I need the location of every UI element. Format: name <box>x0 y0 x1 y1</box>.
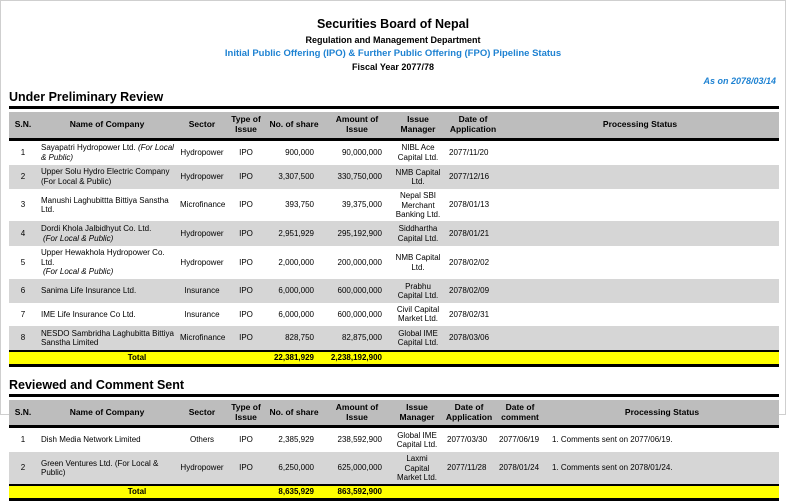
total-filler <box>391 351 779 365</box>
section-reviewed-and-comment-sent <box>9 378 777 501</box>
column-header: Name of Company <box>37 400 177 427</box>
sector: Insurance <box>184 309 220 319</box>
sector: Microfinance <box>180 200 226 210</box>
column-header: S.N. <box>9 112 37 139</box>
no-of-share: 393,750 <box>285 200 314 210</box>
amount-of-issue: 600,000,000 <box>323 279 391 302</box>
type-of-issue: IPO <box>227 452 265 486</box>
amount-of-issue: 600,000,000 <box>337 309 382 319</box>
column-header: Issue Manager <box>391 400 443 427</box>
column-header: Date of Application <box>445 112 501 139</box>
company-name: Dish Media Network Limited <box>41 435 141 445</box>
issue-manager: Civil Capital Market Ltd. <box>396 305 440 324</box>
serial-number: 1 <box>20 435 26 445</box>
type-of-issue: IPO <box>239 257 253 267</box>
company-name: Sanima Life Insurance Ltd. <box>37 279 177 302</box>
total-label: Total <box>9 351 265 365</box>
department-subtitle: Regulation and Management Department <box>305 34 481 45</box>
date-of-application: 2078/02/02 <box>449 257 490 267</box>
type-of-issue: IPO <box>239 435 253 445</box>
company-name: NESDO Sambridha Laghubitta Bittiya Sanstha Limited <box>37 326 177 351</box>
fiscal-year: Fiscal Year 2077/78 <box>352 61 434 72</box>
amount-of-issue: 39,375,000 <box>341 200 382 210</box>
table-row <box>9 139 779 165</box>
company-name: Sayapatri Hydropower Ltd. (For Local & Public) <box>41 143 174 162</box>
company-name: Upper Hewakhola Hydropower Co. Ltd. (For Local & Public) <box>37 246 177 280</box>
issue-manager: Laxmi Capital Market Ltd. <box>391 452 443 486</box>
sector: Hydropower <box>177 452 227 486</box>
company-name-note: (For Local & Public) <box>43 233 114 243</box>
column-header: Processing Status <box>501 112 779 139</box>
processing-status <box>501 246 779 280</box>
no-of-share: 6,000,000 <box>278 309 314 319</box>
amount-of-issue: 90,000,000 <box>341 147 382 157</box>
table-row <box>9 427 779 452</box>
serial-number: 3 <box>20 200 26 210</box>
serial-number: 1 <box>20 147 26 157</box>
no-of-share: 2,385,929 <box>278 435 314 445</box>
date-of-application: 2078/01/13 <box>449 200 490 210</box>
total-row <box>9 351 779 365</box>
column-header: Sector <box>177 112 227 139</box>
date-of-comment: 2077/06/19 <box>499 435 540 445</box>
table-row <box>9 452 779 486</box>
issue-manager: Global IME Capital Ltd. <box>396 430 438 450</box>
processing-status <box>501 326 779 351</box>
pipeline-status-title: Initial Public Offering (IPO) & Further Public Offering (FPO) Pipeline Status <box>224 47 562 59</box>
serial-number: 2 <box>9 452 37 486</box>
issue-manager: NIBL Ace Capital Ltd. <box>397 143 439 162</box>
under-preliminary-review-table <box>9 112 779 367</box>
column-header: Type of Issue <box>227 400 265 427</box>
section-heading: Reviewed and Comment Sent <box>9 378 779 397</box>
company-name: Upper Solu Hydro Electric Company (For Local & Public) <box>37 165 177 189</box>
column-header: Sector <box>177 400 227 427</box>
column-header: Amount of Issue <box>323 400 391 427</box>
amount-of-issue: 200,000,000 <box>337 257 382 267</box>
total-no-of-share: 22,381,929 <box>265 351 323 365</box>
total-row <box>9 485 779 499</box>
column-header: Name of Company <box>37 112 177 139</box>
total-no-of-share: 8,635,929 <box>265 485 323 499</box>
processing-status <box>501 189 779 222</box>
processing-status <box>501 165 779 189</box>
type-of-issue: IPO <box>239 147 253 157</box>
processing-status <box>501 221 779 245</box>
type-of-issue: IPO <box>227 279 265 302</box>
processing-status <box>501 279 779 302</box>
issue-manager: NMB Capital Ltd. <box>391 165 445 189</box>
column-header: Amount of Issue <box>323 112 391 139</box>
date-of-application: 2077/11/20 <box>449 147 489 157</box>
date-of-application: 2077/03/30 <box>447 435 488 445</box>
processing-status <box>501 139 779 165</box>
total-amount-of-issue: 2,238,192,900 <box>323 351 391 365</box>
type-of-issue: IPO <box>239 200 253 210</box>
table-row <box>9 279 779 302</box>
serial-number: 8 <box>9 326 37 351</box>
page-title: Securities Board of Nepal <box>316 17 470 31</box>
total-amount-of-issue: 863,592,900 <box>323 485 391 499</box>
type-of-issue: IPO <box>227 221 265 245</box>
amount-of-issue: 82,875,000 <box>323 326 391 351</box>
type-of-issue: IPO <box>227 326 265 351</box>
no-of-share: 900,000 <box>285 147 314 157</box>
date-of-application: 2078/03/06 <box>445 326 501 351</box>
company-name: Dordi Khola Jalbidhyut Co. Ltd. (For Local & Public) <box>37 221 177 245</box>
processing-status: 1. Comments sent on 2078/01/24. <box>545 452 779 486</box>
amount-of-issue: 330,750,000 <box>323 165 391 189</box>
no-of-share: 3,307,500 <box>265 165 323 189</box>
sector: Hydropower <box>180 257 224 267</box>
issue-manager: Nepal SBI Merchant Banking Ltd. <box>395 191 441 219</box>
section-heading: Under Preliminary Review <box>9 90 779 109</box>
company-name-note: (For Local & Public) <box>41 143 174 162</box>
serial-number: 4 <box>9 221 37 245</box>
column-header: No. of share <box>265 400 323 427</box>
company-name: Manushi Laghubittta Bittiya Sanstha Ltd. <box>41 195 169 215</box>
column-header: Type of Issue <box>227 112 265 139</box>
document-header <box>1 1 785 73</box>
company-name: IME Life Insurance Co Ltd. <box>41 309 136 319</box>
date-of-application: 2078/02/09 <box>445 279 501 302</box>
as-on-date: As on 2078/03/14 <box>703 76 776 86</box>
column-header: S.N. <box>9 400 37 427</box>
company-name: Green Ventures Ltd. (For Local & Public) <box>37 452 177 486</box>
amount-of-issue: 625,000,000 <box>323 452 391 486</box>
sector: Hydropower <box>177 221 227 245</box>
total-label: Total <box>9 485 265 499</box>
sector: Hydropower <box>180 147 224 157</box>
serial-number: 6 <box>9 279 37 302</box>
column-header: Issue Manager <box>391 112 445 139</box>
no-of-share: 2,951,929 <box>265 221 323 245</box>
sector: Hydropower <box>177 165 227 189</box>
table-header-row <box>9 400 779 427</box>
no-of-share: 2,000,000 <box>278 257 314 267</box>
table-row <box>9 246 779 280</box>
column-header: Date of Application <box>443 400 495 427</box>
sector: Microfinance <box>177 326 227 351</box>
type-of-issue: IPO <box>239 309 253 319</box>
no-of-share: 6,000,000 <box>265 279 323 302</box>
issue-manager: NMB Capital Ltd. <box>395 253 441 272</box>
date-of-application: 2078/01/21 <box>445 221 501 245</box>
table-row <box>9 189 779 222</box>
table-row <box>9 165 779 189</box>
section-under-preliminary-review <box>9 90 777 367</box>
column-header: Date of comment <box>495 400 545 427</box>
amount-of-issue: 295,192,900 <box>323 221 391 245</box>
no-of-share: 828,750 <box>265 326 323 351</box>
serial-number: 2 <box>9 165 37 189</box>
total-filler <box>391 485 779 499</box>
company-name-note: (For Local & Public) <box>43 267 114 277</box>
no-of-share: 6,250,000 <box>265 452 323 486</box>
date-of-application: 2077/12/16 <box>445 165 501 189</box>
date-of-comment: 2078/01/24 <box>495 452 545 486</box>
table-row <box>9 303 779 326</box>
table-header-row <box>9 112 779 139</box>
issue-manager: Prabhu Capital Ltd. <box>391 279 445 302</box>
type-of-issue: IPO <box>227 165 265 189</box>
issue-manager: Siddhartha Capital Ltd. <box>391 221 445 245</box>
serial-number: 5 <box>20 257 26 267</box>
table-row <box>9 326 779 351</box>
date-of-application: 2078/02/31 <box>449 309 490 319</box>
processing-status <box>501 303 779 326</box>
processing-status: 1. Comments sent on 2077/06/19. <box>552 435 673 445</box>
amount-of-issue: 238,592,900 <box>337 435 382 445</box>
column-header: No. of share <box>265 112 323 139</box>
issue-manager: Global IME Capital Ltd. <box>391 326 445 351</box>
sector: Others <box>189 435 214 445</box>
table-row <box>9 221 779 245</box>
reviewed-and-comment-sent-table <box>9 400 779 501</box>
date-of-application: 2077/11/28 <box>443 452 495 486</box>
sector: Insurance <box>177 279 227 302</box>
serial-number: 7 <box>20 309 26 319</box>
column-header: Processing Status <box>545 400 779 427</box>
